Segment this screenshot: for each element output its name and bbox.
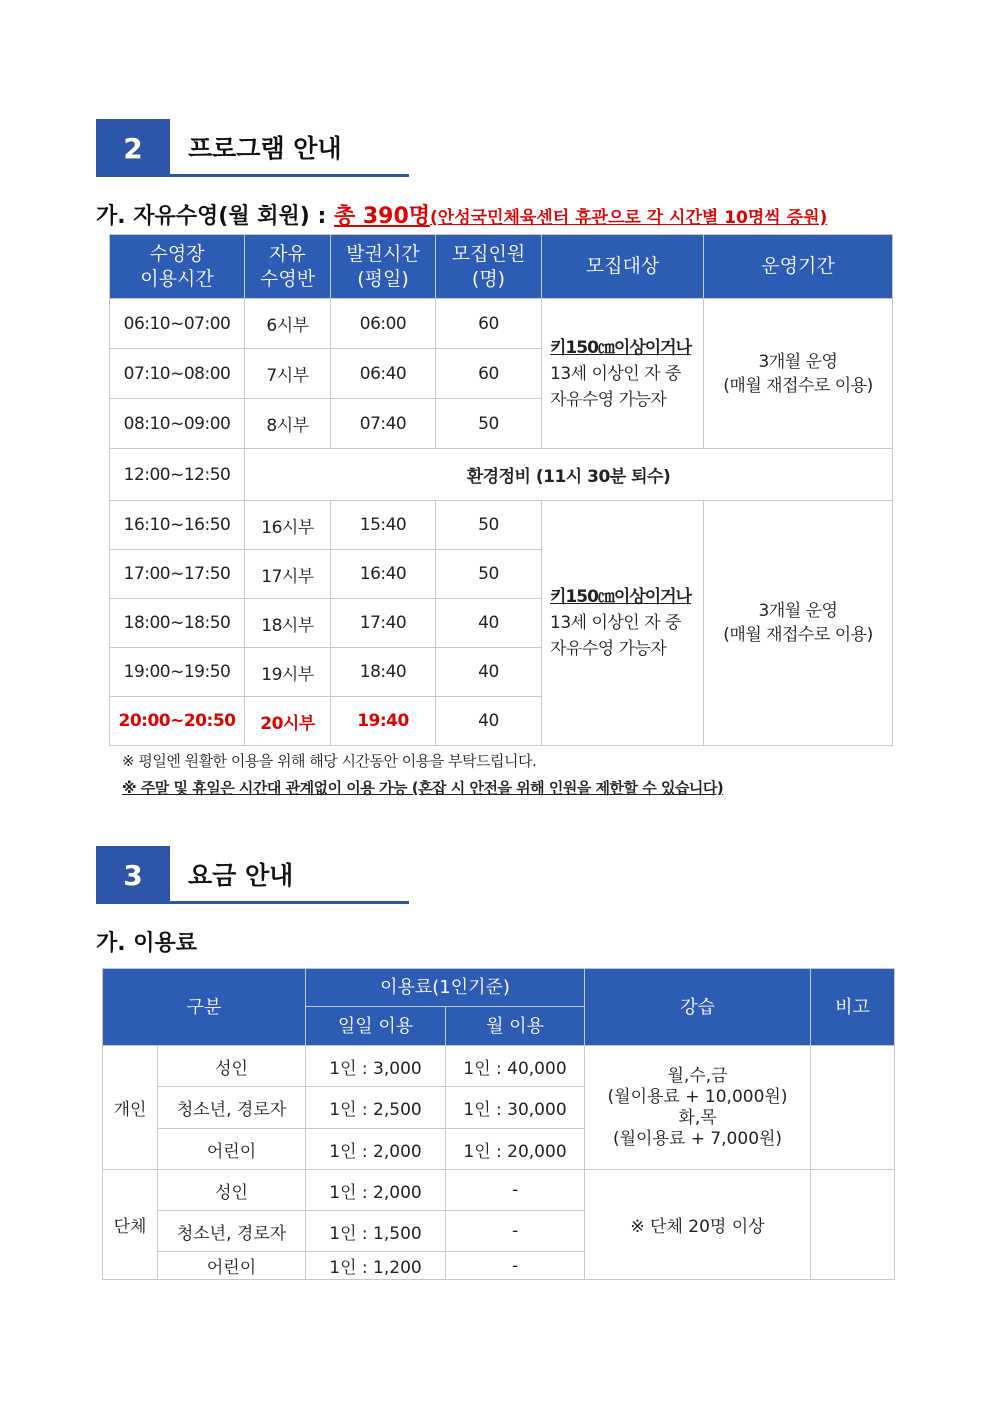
header-monthly: 월 이용 <box>446 1007 585 1046</box>
fees-table <box>102 968 895 1280</box>
lesson-line4: (월이용료 + 7,000원) <box>612 1128 783 1149</box>
capacity: 40 <box>436 697 542 746</box>
fee-monthly: 1인 : 30,000 <box>446 1087 585 1129</box>
target-cell-morning <box>542 299 704 449</box>
fees-heading: 가. 이용료 <box>96 931 198 956</box>
fee-monthly: 1인 : 20,000 <box>446 1129 585 1170</box>
pool-time: 20:00~20:50 <box>110 697 245 746</box>
period-line2: (매월 재접수로 이용) <box>723 375 873 396</box>
ticket-time: 07:40 <box>331 399 436 449</box>
section-2-title: 프로그램 안내 <box>188 134 342 163</box>
class-name: 20시부 <box>245 697 331 746</box>
ticket-time: 18:40 <box>331 648 436 697</box>
pool-time: 07:10~08:00 <box>110 349 245 399</box>
header-ticket-time: 발권시간 (평일) <box>331 235 436 299</box>
target-line2: 13세 이상인 자 중 <box>550 363 681 384</box>
header-note: 비고 <box>811 969 895 1046</box>
target-line1: 키150㎝이상이거나 <box>550 587 692 607</box>
fee-type: 성인 <box>158 1046 306 1087</box>
section-3-underline <box>170 901 409 904</box>
section-2-number: 2 <box>96 119 170 177</box>
ticket-time: 06:40 <box>331 349 436 399</box>
fee-daily: 1인 : 1,200 <box>306 1252 446 1280</box>
fee-monthly: 1인 : 40,000 <box>446 1046 585 1087</box>
pool-time: 18:00~18:50 <box>110 599 245 648</box>
fee-type: 청소년, 경로자 <box>158 1211 306 1252</box>
period-cell-morning <box>704 299 893 449</box>
free-swim-table <box>109 234 893 746</box>
fee-monthly: - <box>446 1211 585 1252</box>
capacity: 50 <box>436 550 542 599</box>
fee-type: 어린이 <box>158 1129 306 1170</box>
note-weekend: ※ 주말 및 휴일은 시간대 관계없이 이용 가능 (혼잡 시 안전을 위해 인원을 제한할 수 있습니다) <box>122 779 724 797</box>
class-name: 18시부 <box>245 599 331 648</box>
period-line1: 3개월 운영 <box>758 601 838 621</box>
class-name: 7시부 <box>245 349 331 399</box>
ticket-time: 16:40 <box>331 550 436 599</box>
target-cell-afternoon <box>542 501 704 746</box>
section-3-number: 3 <box>96 846 170 904</box>
lesson-line3: 화,목 <box>678 1107 717 1128</box>
capacity: 40 <box>436 648 542 697</box>
free-swim-total: 총 390명 <box>333 204 431 229</box>
free-swim-heading <box>96 199 827 230</box>
break-row <box>110 449 893 501</box>
pool-time: 08:10~09:00 <box>110 399 245 449</box>
pool-time: 16:10~16:50 <box>110 501 245 550</box>
fee-type: 청소년, 경로자 <box>158 1087 306 1129</box>
lesson-line1: 월,수,금 <box>667 1065 728 1086</box>
note-cell-group <box>811 1170 895 1280</box>
lesson-line2: (월이용료 + 10,000원) <box>607 1086 788 1107</box>
break-text: 환경정비 (11시 30분 퇴수) <box>245 449 893 501</box>
capacity: 40 <box>436 599 542 648</box>
header-capacity: 모집인원 (명) <box>436 235 542 299</box>
capacity: 50 <box>436 501 542 550</box>
target-line2: 13세 이상인 자 중 <box>550 613 681 633</box>
table-row <box>103 1046 895 1087</box>
capacity: 60 <box>436 299 542 349</box>
fee-monthly: - <box>446 1170 585 1211</box>
header-target: 모집대상 <box>542 235 704 299</box>
individual-label: 개인 <box>103 1046 158 1170</box>
fee-type: 성인 <box>158 1170 306 1211</box>
pool-time: 06:10~07:00 <box>110 299 245 349</box>
fees-header-row-1 <box>103 969 895 1007</box>
section-2-underline <box>170 174 409 177</box>
note-cell-individual <box>811 1046 895 1170</box>
header-category: 구분 <box>103 969 306 1046</box>
class-name: 17시부 <box>245 550 331 599</box>
free-swim-header-row <box>110 235 893 299</box>
group-lesson-cell: ※ 단체 20명 이상 <box>585 1170 811 1280</box>
header-daily: 일일 이용 <box>306 1007 446 1046</box>
table-row <box>103 1170 895 1211</box>
fee-monthly: - <box>446 1252 585 1280</box>
ticket-time: 06:00 <box>331 299 436 349</box>
pool-time: 17:00~17:50 <box>110 550 245 599</box>
fee-daily: 1인 : 3,000 <box>306 1046 446 1087</box>
header-pool-time: 수영장 이용시간 <box>110 235 245 299</box>
target-line3: 자유수영 가능자 <box>550 639 667 659</box>
pool-time: 19:00~19:50 <box>110 648 245 697</box>
note-weekday: ※ 평일엔 원활한 이용을 위해 해당 시간동안 이용을 부탁드립니다. <box>122 752 537 770</box>
header-class: 자유 수영반 <box>245 235 331 299</box>
header-fee: 이용료(1인기준) <box>306 969 585 1007</box>
class-name: 8시부 <box>245 399 331 449</box>
fee-daily: 1인 : 1,500 <box>306 1211 446 1252</box>
fee-daily: 1인 : 2,000 <box>306 1129 446 1170</box>
period-line1: 3개월 운영 <box>758 351 838 372</box>
target-line1: 키150㎝이상이거나 <box>550 337 692 358</box>
break-time: 12:00~12:50 <box>110 449 245 501</box>
table-row <box>110 299 893 349</box>
class-name: 19시부 <box>245 648 331 697</box>
period-cell-afternoon <box>704 501 893 746</box>
ticket-time: 15:40 <box>331 501 436 550</box>
section-2-header <box>96 119 409 177</box>
table-row <box>110 501 893 550</box>
group-label: 단체 <box>103 1170 158 1280</box>
free-swim-total-note: (안성국민체육센터 휴관으로 각 시간별 10명씩 증원) <box>430 208 828 228</box>
capacity: 50 <box>436 399 542 449</box>
period-line2: (매월 재접수로 이용) <box>723 625 873 645</box>
class-name: 16시부 <box>245 501 331 550</box>
section-3-header <box>96 846 409 904</box>
fee-daily: 1인 : 2,500 <box>306 1087 446 1129</box>
capacity: 60 <box>436 349 542 399</box>
ticket-time: 17:40 <box>331 599 436 648</box>
section-3-title: 요금 안내 <box>188 861 294 890</box>
target-line3: 자유수영 가능자 <box>550 389 667 410</box>
header-lesson: 강습 <box>585 969 811 1046</box>
header-period: 운영기간 <box>704 235 893 299</box>
ticket-time: 19:40 <box>331 697 436 746</box>
lesson-cell <box>585 1046 811 1170</box>
free-swim-heading-label: 가. 자유수영(월 회원) : <box>96 204 327 229</box>
fee-type: 어린이 <box>158 1252 306 1280</box>
fee-daily: 1인 : 2,000 <box>306 1170 446 1211</box>
class-name: 6시부 <box>245 299 331 349</box>
